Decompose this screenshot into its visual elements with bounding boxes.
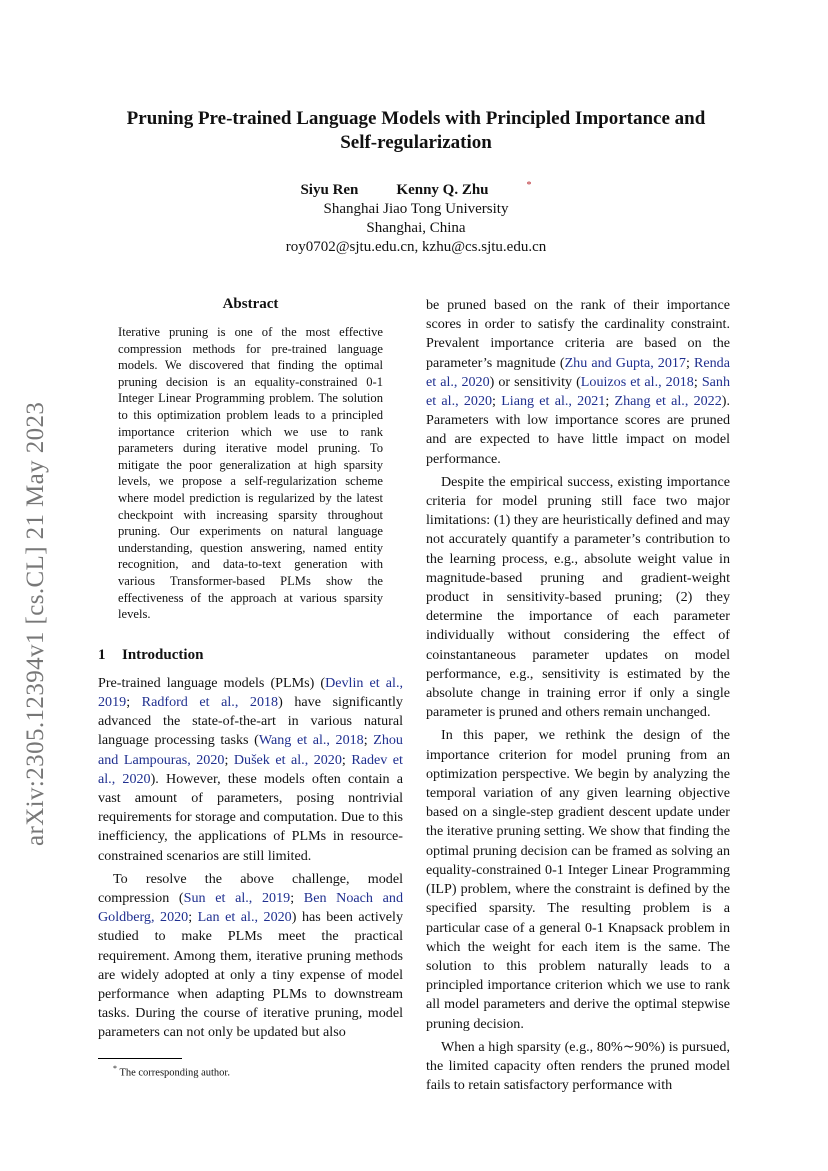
citation-link[interactable]: Zhang et al., 2022 [614, 393, 722, 410]
text-run: ; [685, 354, 694, 371]
text-run: ; [290, 889, 304, 906]
arxiv-sidebar-stamp: arXiv:2305.12394v1 [cs.CL] 21 May 2023 [22, 401, 49, 846]
citation-link[interactable]: Zhou and Lampouras, 2020 [98, 732, 403, 768]
citation-link[interactable]: Zhu and Gupta, 2017 [564, 354, 686, 371]
citation-link[interactable]: Wang et al., 2018 [258, 732, 364, 749]
text-run: ; [224, 751, 234, 768]
right-paragraph-1 [426, 296, 730, 469]
text-run: ). Parameters with low importance scores are pruned and are expected to have little impact on model performance. [426, 393, 730, 467]
intro-paragraph-2 [98, 870, 403, 1043]
text-run: be pruned based on the rank of their importance scores in order to satisfy the cardinality constraint. Prevalent importance criteria are based on the parameter’s magnitude ( [426, 297, 730, 371]
abstract-text: Iterative pruning is one of the most effective compression methods for pre-trained language models. We discovered that finding the optimal pruning decision is an equality-constrained 0-1 Integer Linear Programming problem. The solution to this optimization problem leads to a principled importance criterion which we use to rank parameters during iterative model pruning. To mitigate the poor generalization at high sparsity levels, we propose a self-regularization scheme where model prediction is regularized by the latest checkpoint with increasing sparsity throughout pruning. Our experiments on natural language understanding, question answering, named entity recognition, and data-to-text generation with various Transformer-based PLMs show the effectiveness of the approach at various sparsity levels. [118, 325, 383, 622]
author-2: Kenny Q. Zhu [396, 182, 489, 198]
text-run: ; [341, 751, 352, 768]
text-run: Pre-trained language models (PLMs) ( [98, 674, 326, 691]
text-run: ; [188, 909, 198, 926]
abstract-heading: Abstract [222, 296, 279, 312]
footnote-text: The corresponding author. [119, 1067, 230, 1079]
citation-link[interactable]: Radev et al., 2020 [98, 751, 403, 787]
citation-link[interactable]: Sun et al., 2019 [183, 889, 291, 906]
left-column [98, 296, 403, 1043]
section-number: 1 [98, 646, 106, 663]
citation-link[interactable]: Sanh et al., 2020 [426, 373, 730, 410]
paper-title [90, 107, 742, 155]
text-run: ) or sensitivity ( [489, 373, 581, 390]
intro-paragraph-1 [98, 674, 403, 866]
author-block [90, 176, 742, 257]
text-run: ; [363, 732, 374, 749]
section-heading-introduction [98, 647, 403, 664]
footnote [113, 1062, 230, 1080]
citation-link[interactable]: Liang et al., 2021 [501, 393, 606, 410]
affiliation: Shanghai Jiao Tong University [323, 201, 509, 217]
citation-link[interactable]: Louizos et al., 2018 [580, 373, 694, 390]
right-paragraph-2: Despite the empirical success, existing importance criteria for model pruning still face two major limitations: (1) they are heuristically defined and may not accurately quantify a parameter’s contribution to the learning process, e.g., absolute weight value in magnitude-based pruning and gradient-weight product in sensitivity-based pruning; (2) they determine the importance of each parameter individually without considering the effect of coinstantaneous parameter updates on model performance, e.g., sensitivity is estimated by the absolute change in training error if only a single parameter is pruned and others remain unchanged. [426, 473, 730, 721]
text-run: ) have significantly advanced the state-of-the-art in various natural language processing tasks ( [98, 693, 403, 749]
citation-link[interactable]: Radford et al., 2018 [141, 693, 279, 710]
author-1: Siyu Ren [300, 182, 359, 198]
text-run: ; [492, 393, 502, 410]
right-paragraph-3: In this paper, we rethink the design of the importance criterion for model pruning from an optimization perspective. We begin by analyzing the temporal variation of any given learning objective based on a single-step gradient descent update under the iterative pruning setting. We show that finding the optimal pruning decision can be framed as solving an equality-constrained 0-1 Integer Linear Programming (ILP) problem, where the constraint is defined by the specified sparsity. The resulting problem is a particular case of a general 0-1 Knapsack problem in which the weight for each item is the same. The solution to this problem naturally leads to a principled importance criterion which we use to rank all model parameters and derive the optimal stepwise pruning decision. [426, 727, 730, 1032]
text-run: ). However, these models often contain a vast amount of parameters, posing nontrivial requirements for storage and computation. Due to this inefficiency, the applications of PLMs in resource-constrained scenarios are still limited. [98, 770, 403, 864]
section-title: Introduction [122, 646, 204, 663]
corresponding-author-mark[interactable]: * [526, 180, 532, 191]
emails: roy0702@sjtu.edu.cn, kzhu@cs.sjtu.edu.cn [285, 239, 547, 255]
text-run: ) has been actively studied to make PLMs meet the practical requirement. Among them, iterative pruning methods are widely adopted at only a tiny expense of model performance when adapting PLMs to downstream tasks. During the course of iterative pruning, model parameters can not only be updated but also [98, 909, 403, 1041]
citation-link[interactable]: Lan et al., 2020 [197, 909, 292, 926]
text-run: To resolve the above challenge, model compression ( [98, 870, 403, 906]
footnote-mark: * [113, 1064, 117, 1073]
right-column [426, 296, 730, 1095]
citation-link[interactable]: Ben Noach and Goldberg, 2020 [98, 889, 403, 926]
author-2-wrap [396, 182, 531, 198]
citation-link[interactable]: Dušek et al., 2020 [233, 751, 342, 768]
title-line-2: Self-regularization [340, 132, 492, 153]
text-run: ; [605, 393, 615, 410]
text-run: ; [126, 693, 142, 710]
citation-link[interactable]: Devlin et al., 2019 [98, 674, 403, 710]
right-paragraph-4: When a high sparsity (e.g., 80%∼90%) is pursued, the limited capacity often renders the pruned model fails to retain satisfactory performance with [426, 1038, 730, 1094]
text-run: ; [693, 373, 702, 390]
location: Shanghai, China [366, 220, 466, 236]
title-line-1: Pruning Pre-trained Language Models with Principled Importance and [126, 108, 706, 129]
footnote-divider [98, 1058, 182, 1059]
author-names [90, 176, 742, 200]
citation-link[interactable]: Renda et al., 2020 [426, 354, 730, 390]
